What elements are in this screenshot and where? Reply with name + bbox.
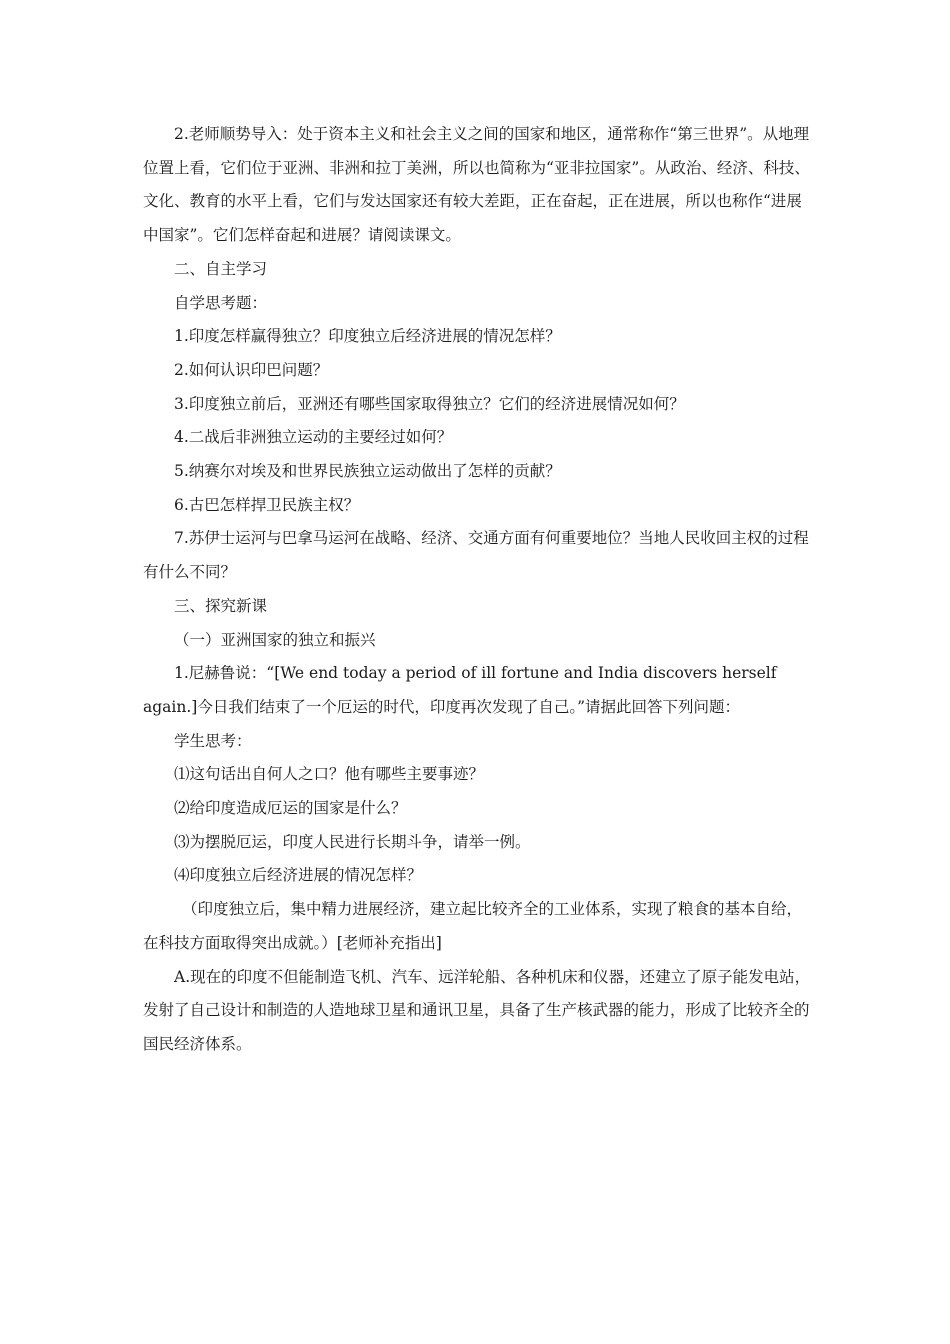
sub-question-2: ⑵给印度造成厄运的国家是什么？ (174, 799, 407, 818)
paragraph-nehru-quote: 1.尼赫鲁说：“[We end today a period of ill fortune and India discovers herself again.]今日我们结束了一个厄运的时代，印度再次发现了自己。”请据此回答下列问题： (143, 664, 777, 716)
question-item-3: 3.印度独立前后，亚洲还有哪些国家取得独立？它们的经济进展情况如何？ (174, 394, 685, 413)
question-item-2: 2.如何认识印巴问题？ (174, 360, 329, 379)
question-item-7: 7.苏伊士运河与巴拿马运河在战略、经济、交通方面有何重要地位？当地人民收回主权的过程有什么不同？ (143, 529, 809, 582)
sub-question-1: ⑴这句话出自何人之口？他有哪些主要事迹？ (174, 765, 485, 784)
paragraph-teacher-intro: 2.老师顺势导入：处于资本主义和社会主义之间的国家和地区，通常称作“第三世界”。从地理位置上看，它们位于亚洲、非洲和拉丁美洲，所以也简称为“亚非拉国家”。从政治、经济、科技、文化、教育的水平上看，它们与发达国家还有较大差距，正在奋起，正在进展，所以也称作“进展中国家”。它们怎样奋起和进展？请阅读课文。 (143, 125, 810, 245)
question-item-6: 6.古巴怎样捍卫民族主权？ (174, 495, 360, 514)
paragraph-answer: （印度独立后，集中精力进展经济，建立起比较齐全的工业体系，实现了粮食的基本自给，在科技方面取得突出成就。）[老师补充指出] (143, 900, 803, 952)
sub-question-3: ⑶为摆脱厄运，印度人民进行长期斗争，请举一例。 (174, 832, 531, 851)
paragraph-self-questions-title: 自学思考题： (174, 293, 268, 312)
document-body (143, 118, 815, 1062)
question-item-5: 5.纳赛尔对埃及和世界民族独立运动做出了怎样的贡献？ (174, 462, 561, 481)
paragraph-teacher-supplement-a: A.现在的印度不但能制造飞机、汽车、远洋轮船、各种机床和仪器，还建立了原子能发电站，发射了自己设计和制造的人造地球卫星和通讯卫星，具备了生产核武器的能力，形成了比较齐全的国民经济体系。 (143, 967, 811, 1053)
question-item-4: 4.二战后非洲独立运动的主要经过如何？ (174, 428, 453, 447)
question-item-1: 1.印度怎样赢得独立？印度独立后经济进展的情况怎样？ (174, 327, 561, 346)
heading-asia-independence: （一）亚洲国家的独立和振兴 (174, 630, 376, 649)
sub-question-4: ⑷印度独立后经济进展的情况怎样？ (174, 866, 423, 885)
paragraph-student-think: 学生思考： (174, 731, 252, 750)
heading-explore-new-lesson: 三、探究新课 (174, 596, 268, 615)
heading-self-study: 二、自主学习 (174, 259, 268, 278)
